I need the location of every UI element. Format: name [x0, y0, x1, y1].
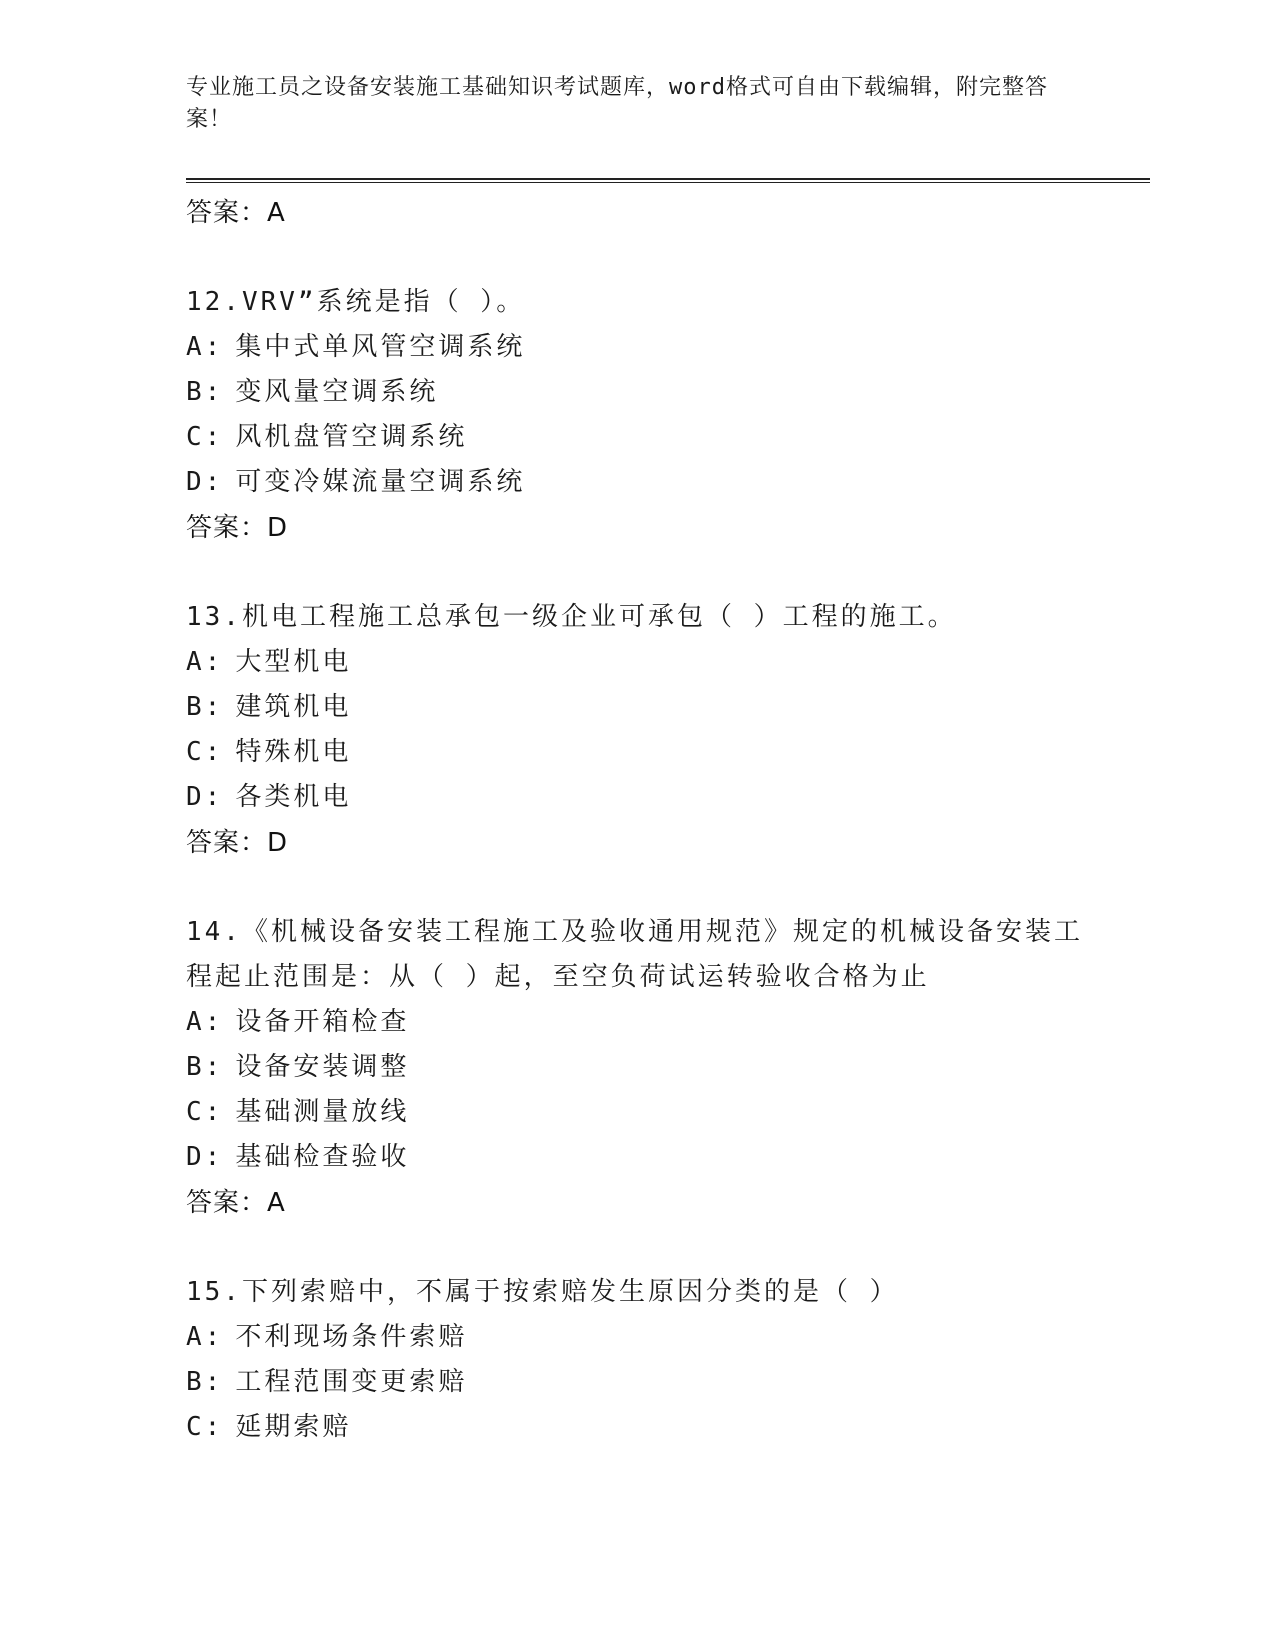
question-14-answer: 答案：A: [186, 1188, 286, 1218]
question-list: [186, 190, 1086, 1450]
question-13-answer: 答案：D: [186, 828, 289, 858]
header-divider: [186, 178, 1150, 183]
question-13-stem: 13.机电工程施工总承包一级企业可承包（ ）工程的施工。: [186, 602, 957, 632]
question-12-option-a: A: 集中式单风管空调系统: [186, 332, 526, 362]
question-12-option-d: D: 可变冷媒流量空调系统: [186, 467, 526, 497]
question-13-option-c: C: 特殊机电: [186, 737, 352, 767]
document-header-title: 专业施工员之设备安装施工基础知识考试题库，word格式可自由下载编辑，附完整答案！: [186, 75, 1048, 132]
question-12-stem: 12.VRV”系统是指（ ）。: [186, 287, 526, 317]
question-12-answer: 答案：D: [186, 513, 289, 543]
question-15-option-c: C: 延期索赔: [186, 1412, 352, 1442]
question-14-option-c: C: 基础测量放线: [186, 1097, 410, 1127]
question-15-option-b: B: 工程范围变更索赔: [186, 1367, 468, 1397]
question-15-stem: 15.下列索赔中，不属于按索赔发生原因分类的是（ ）: [186, 1277, 899, 1307]
answer-line: 答案：A: [186, 198, 286, 228]
question-14-option-a: A: 设备开箱检查: [186, 1007, 410, 1037]
question-14-stem: 14.《机械设备安装工程施工及验收通用规范》规定的机械设备安装工程起止范围是：从（ ）起，至空负荷试运转验收合格为止: [186, 917, 1083, 992]
question-13-option-a: A: 大型机电: [186, 647, 352, 677]
question-12-option-c: C: 风机盘管空调系统: [186, 422, 468, 452]
question-13-option-b: B: 建筑机电: [186, 692, 352, 722]
question-13-option-d: D: 各类机电: [186, 782, 352, 812]
question-14-option-d: D: 基础检查验收: [186, 1142, 410, 1172]
question-14-option-b: B: 设备安装调整: [186, 1052, 410, 1082]
question-15-option-a: A: 不利现场条件索赔: [186, 1322, 468, 1352]
question-12-option-b: B: 变风量空调系统: [186, 377, 439, 407]
